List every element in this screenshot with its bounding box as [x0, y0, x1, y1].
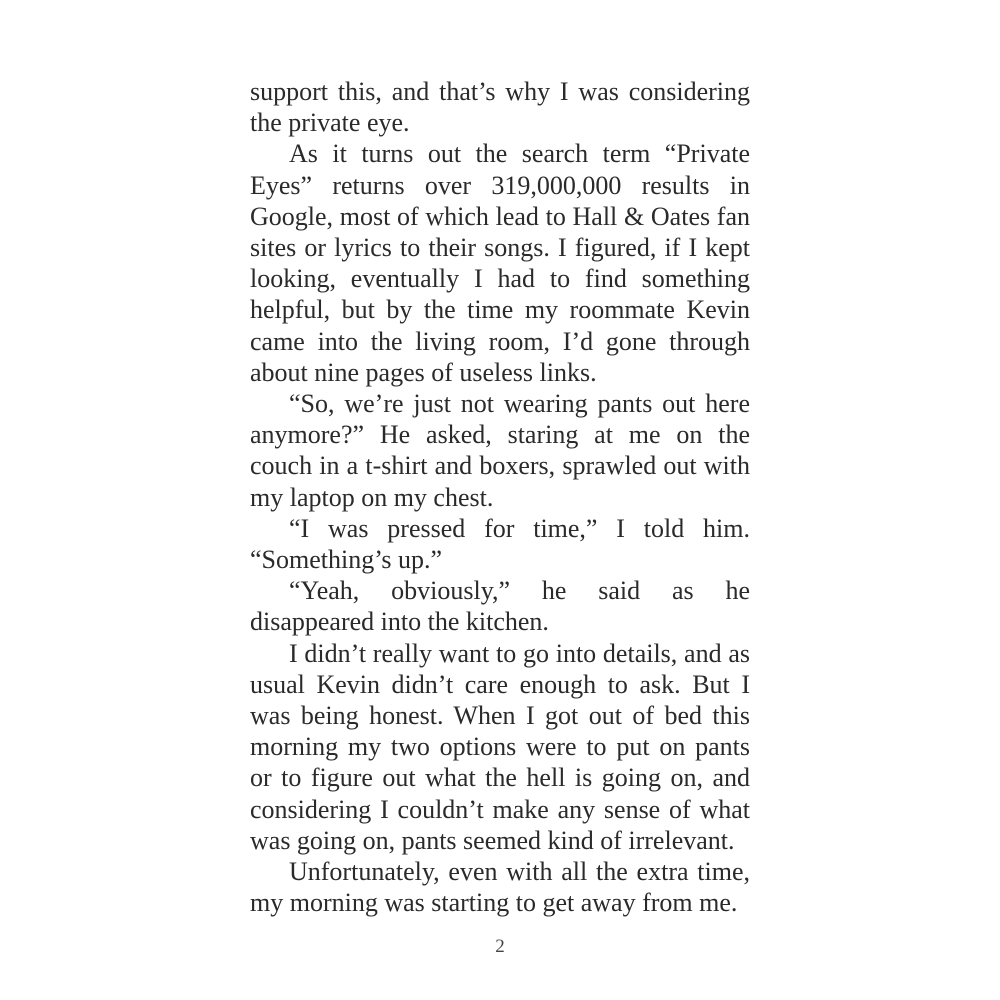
- paragraph: Unfortunately, even with all the extra time, my morning was starting to get away from me.: [250, 857, 750, 918]
- paragraph: “I was pressed for time,” I told him. “Something’s up.”: [250, 513, 750, 575]
- paragraph: support this, and that’s why I was considering the private eye.: [250, 77, 750, 138]
- body-text: [250, 76, 750, 918]
- paragraph: “Yeah, obviously,” he said as he disappeared into the kitchen.: [250, 576, 750, 637]
- paragraph: “So, we’re just not wearing pants out here anymore?” He asked, staring at me on the couch in a t-shirt and boxers, sprawled out with my laptop on my chest.: [250, 389, 750, 512]
- paragraph: I didn’t really want to go into details, and as usual Kevin didn’t care enough to ask. But I was being honest. When I got out of bed this morning my two options were to put on pants or to figure out what the hell is going on, and considering I couldn’t make any sense of what was going on, pants seemed kind of irrelevant.: [250, 638, 750, 855]
- paragraph: As it turns out the search term “Private Eyes” returns over 319,000,000 results in Google, most of which lead to Hall & Oates fan sites or lyrics to their songs. I figured, if I kept looking, eventually I had to find something helpful, but by the time my roommate Kevin came into the living room, I’d gone through about nine pages of useless links.: [250, 139, 750, 387]
- page-number: 2: [495, 936, 505, 957]
